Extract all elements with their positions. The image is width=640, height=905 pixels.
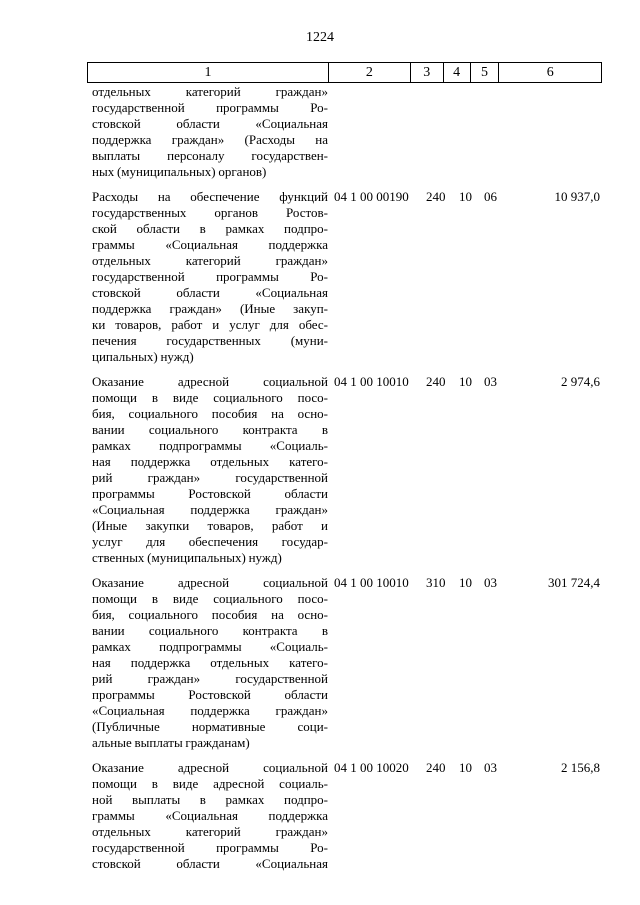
description-line: ных (муниципальных) органов) xyxy=(92,164,267,179)
description-line: бия, социального пособия на осно- xyxy=(92,406,328,421)
description-line: Оказание адресной социальной xyxy=(92,575,328,590)
row-col4: 10 xyxy=(459,760,472,775)
description-line: государственной программы Ро- xyxy=(92,269,328,284)
description-line: граммы «Социальная поддержка xyxy=(92,808,328,823)
description-line: отдельных категорий граждан» xyxy=(92,84,328,99)
description-line: выплаты персоналу государствен- xyxy=(92,148,328,163)
row-col5: 03 xyxy=(484,760,497,775)
description-line: программы Ростовской области xyxy=(92,687,328,702)
row-sum: 2 156,8 xyxy=(561,760,600,775)
description-line: альные выплаты гражданам) xyxy=(92,735,250,750)
description-line: поддержка граждан» (Расходы на xyxy=(92,132,328,147)
description-line: ная поддержка отдельных катего- xyxy=(92,655,328,670)
description-line: Расходы на обеспечение функций xyxy=(92,189,328,204)
description-line: рамках подпрограммы «Социаль- xyxy=(92,639,328,654)
row-col3: 310 xyxy=(426,575,446,590)
row-col5: 03 xyxy=(484,374,497,389)
header-col-4: 4 xyxy=(444,63,471,82)
row-col4: 10 xyxy=(459,575,472,590)
header-col-2: 2 xyxy=(329,63,411,82)
description-line: государственных органов Ростов- xyxy=(92,205,328,220)
description-line: ципальных) нужд) xyxy=(92,349,194,364)
description-line: ской области в рамках подпро- xyxy=(92,221,328,236)
description-line: стовской области «Социальная xyxy=(92,285,328,300)
description-line: программы Ростовской области xyxy=(92,486,328,501)
page-number: 1224 xyxy=(306,30,334,45)
description-line: граммы «Социальная поддержка xyxy=(92,237,328,252)
table-row xyxy=(87,575,602,751)
row-sum xyxy=(512,84,600,180)
row-col5 xyxy=(484,84,512,180)
description-line: стовской области «Социальная xyxy=(92,856,328,871)
row-sum: 301 724,4 xyxy=(548,575,600,590)
row-col4: 10 xyxy=(459,374,472,389)
row-code: 04 1 00 00190 xyxy=(334,189,409,204)
table-header xyxy=(87,62,602,83)
row-col3: 240 xyxy=(426,374,446,389)
description-line: «Социальная поддержка граждан» xyxy=(92,703,328,718)
row-description xyxy=(87,84,328,180)
description-line: рамках подпрограммы «Социаль- xyxy=(92,438,328,453)
row-col3 xyxy=(424,84,459,180)
description-line: государственной программы Ро- xyxy=(92,100,328,115)
row-col5: 03 xyxy=(484,575,497,590)
row-col4: 10 xyxy=(459,189,472,204)
header-col-1: 1 xyxy=(88,63,329,82)
description-line: стовской области «Социальная xyxy=(92,116,328,131)
row-sum: 10 937,0 xyxy=(554,189,600,204)
row-description xyxy=(87,760,328,872)
description-line: ная поддержка отдельных катего- xyxy=(92,454,328,469)
row-code: 04 1 00 10010 xyxy=(334,575,409,590)
description-line: печения государственных (муни- xyxy=(92,333,328,348)
row-col3: 240 xyxy=(426,189,446,204)
description-line: услуг для обеспечения государ- xyxy=(92,534,328,549)
description-line: помощи в виде социального посо- xyxy=(92,390,328,405)
row-description xyxy=(87,189,328,365)
description-line: ной выплаты в рамках подпро- xyxy=(92,792,328,807)
row-col3: 240 xyxy=(426,760,446,775)
description-line: вании социального контракта в xyxy=(92,623,328,638)
description-line: вании социального контракта в xyxy=(92,422,328,437)
description-line: отдельных категорий граждан» xyxy=(92,824,328,839)
description-line: отдельных категорий граждан» xyxy=(92,253,328,268)
description-line: поддержка граждан» (Иные закуп- xyxy=(92,301,328,316)
header-col-6: 6 xyxy=(546,64,554,80)
table-row xyxy=(87,84,602,180)
table-row xyxy=(87,374,602,566)
description-line: государственной программы Ро- xyxy=(92,840,328,855)
table-body xyxy=(87,84,602,872)
description-line: ственных (муниципальных) нужд) xyxy=(92,550,282,565)
description-line: «Социальная поддержка граждан» xyxy=(92,502,328,517)
header-col-5: 5 xyxy=(471,63,500,82)
row-col5: 06 xyxy=(484,189,497,204)
row-col4 xyxy=(459,84,484,180)
table-row xyxy=(87,760,602,872)
description-line: рий граждан» государственной xyxy=(92,470,328,485)
row-code: 04 1 00 10020 xyxy=(334,760,409,775)
table-row xyxy=(87,189,602,365)
description-line: Оказание адресной социальной xyxy=(92,760,328,775)
description-line: ки товаров, работ и услуг для обес- xyxy=(92,317,328,332)
description-line: Оказание адресной социальной xyxy=(92,374,328,389)
description-line: (Иные закупки товаров, работ и xyxy=(92,518,328,533)
description-line: рий граждан» государственной xyxy=(92,671,328,686)
row-code xyxy=(328,84,424,180)
description-line: бия, социального пособия на осно- xyxy=(92,607,328,622)
header-col-3: 3 xyxy=(411,63,444,82)
row-description xyxy=(87,374,328,566)
description-line: помощи в виде социального посо- xyxy=(92,591,328,606)
description-line: помощи в виде адресной социаль- xyxy=(92,776,328,791)
description-line: (Публичные нормативные соци- xyxy=(92,719,328,734)
row-description xyxy=(87,575,328,751)
row-sum: 2 974,6 xyxy=(561,374,600,389)
row-code: 04 1 00 10010 xyxy=(334,374,409,389)
